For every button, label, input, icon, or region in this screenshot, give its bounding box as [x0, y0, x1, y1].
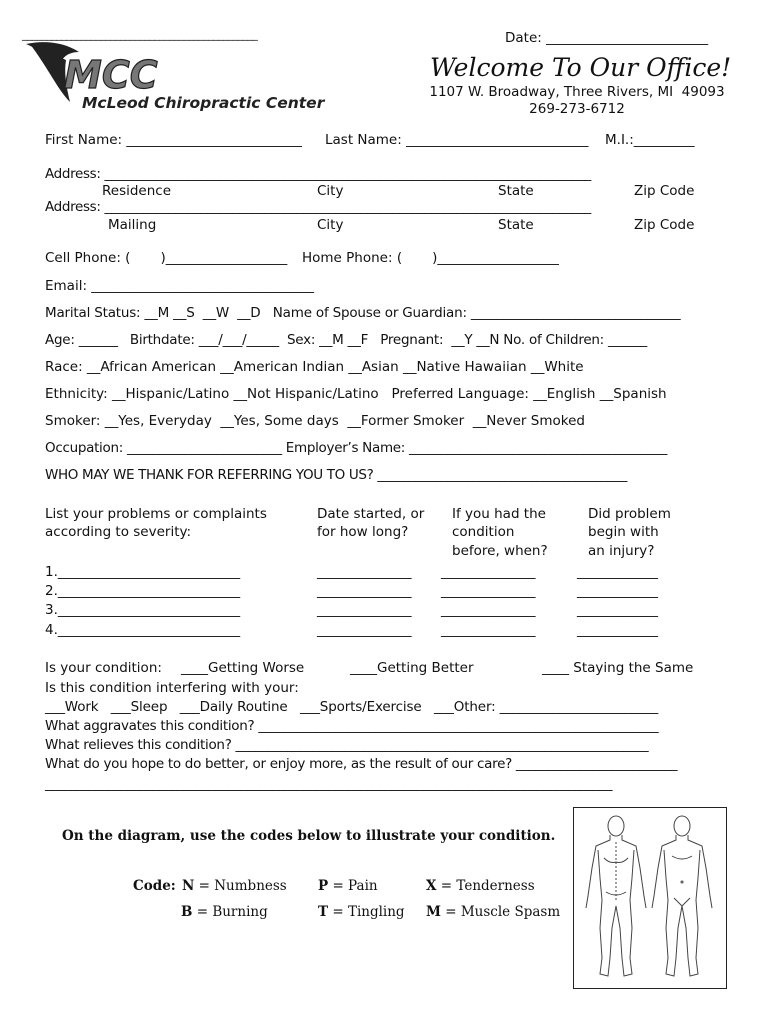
- code-text: = Numbness: [198, 878, 287, 894]
- condition-label: Is your condition:: [45, 660, 162, 676]
- staying-same-option[interactable]: ____ Staying the Same: [542, 660, 694, 676]
- middle-initial-field[interactable]: M.I.:_________: [605, 132, 695, 148]
- problem-row-4-before[interactable]: ______________: [441, 622, 536, 638]
- problem-row-2-date[interactable]: ______________: [317, 583, 412, 599]
- code-burning: [181, 904, 268, 921]
- problem-row-1-injury[interactable]: ____________: [577, 564, 658, 580]
- cell-phone-field[interactable]: Cell Phone: ( )__________________: [45, 250, 288, 266]
- activities-field[interactable]: ___Work ___Sleep ___Daily Routine ___Sports/Exercise ___Other: ________________________: [45, 699, 659, 715]
- occupation-field[interactable]: Occupation: ________________________ Employer’s Name: ________________________________________: [45, 440, 668, 456]
- problem-row-3-label[interactable]: 3.___________________________: [45, 602, 241, 618]
- problem-row-3-injury[interactable]: ____________: [577, 602, 658, 618]
- logo-name: McLeod Chiropractic Center: [82, 94, 325, 112]
- interfering-label: Is this condition interfering with your:: [45, 680, 299, 696]
- office-address: 1107 W. Broadway, Three Rivers, MI 49093: [429, 84, 725, 100]
- problem-row-4-date[interactable]: ______________: [317, 622, 412, 638]
- office-phone: 269-273-6712: [529, 101, 625, 117]
- code-text: = Muscle Spasm: [445, 904, 561, 920]
- code-key: X: [426, 878, 437, 894]
- city-label: City: [317, 217, 344, 233]
- residence-label: Residence: [102, 183, 172, 199]
- code-muscle-spasm: [426, 904, 560, 921]
- injury-header: an injury?: [588, 543, 655, 559]
- aggravates-field[interactable]: What aggravates this condition? ______________________________________________________________: [45, 718, 659, 734]
- problem-row-4-injury[interactable]: ____________: [577, 622, 658, 638]
- code-key: M: [426, 904, 441, 920]
- problem-row-1-label[interactable]: 1.___________________________: [45, 564, 241, 580]
- last-name-field[interactable]: Last Name: ___________________________: [325, 132, 589, 148]
- had-before-header: If you had the: [452, 506, 546, 522]
- home-phone-field[interactable]: Home Phone: ( )__________________: [302, 250, 559, 266]
- header-top-line: ________________________________________________: [22, 28, 258, 41]
- logo-abbr: MCC: [64, 53, 158, 97]
- state-label: State: [498, 183, 534, 199]
- diagram-instruction: On the diagram, use the codes below to illustrate your condition.: [62, 828, 556, 844]
- problem-row-2-before[interactable]: ______________: [441, 583, 536, 599]
- code-text: = Tingling: [332, 904, 405, 920]
- problem-row-2-label[interactable]: 2.___________________________: [45, 583, 241, 599]
- referral-field[interactable]: WHO MAY WE THANK FOR REFERRING YOU TO US? _______________________________________: [45, 467, 627, 483]
- mcc-logo: [24, 38, 334, 116]
- code-text: = Tenderness: [440, 878, 535, 894]
- date-started-header: for how long?: [317, 524, 409, 540]
- getting-better-option[interactable]: ____Getting Better: [350, 660, 474, 676]
- code-text: = Burning: [196, 904, 268, 920]
- code-tenderness: [426, 878, 535, 895]
- code-label: Code:: [133, 878, 176, 894]
- had-before-header: condition: [452, 524, 515, 540]
- problem-row-1-before[interactable]: ______________: [441, 564, 536, 580]
- relieves-field[interactable]: What relieves this condition? ________________________________________________________________: [45, 737, 649, 753]
- date-started-header: Date started, or: [317, 506, 425, 522]
- city-label: City: [317, 183, 344, 199]
- problems-header: List your problems or complaints: [45, 506, 267, 522]
- had-before-header: before, when?: [452, 543, 548, 559]
- hope-field[interactable]: What do you hope to do better, or enjoy more, as the result of our care? _________________________: [45, 756, 678, 772]
- injury-header: Did problem: [588, 506, 671, 522]
- code-key: P: [318, 878, 329, 894]
- injury-header: begin with: [588, 524, 659, 540]
- problem-row-3-date[interactable]: ______________: [317, 602, 412, 618]
- zip-label: Zip Code: [634, 183, 695, 199]
- zip-label: Zip Code: [634, 217, 695, 233]
- code-text: = Pain: [332, 878, 378, 894]
- body-outline-icon: [574, 808, 726, 988]
- marital-status-field[interactable]: Marital Status: __M __S __W __D Name of Spouse or Guardian: ________________________________: [45, 305, 681, 321]
- code-key: N: [182, 878, 195, 894]
- mailing-address-field[interactable]: Address: ____________________________________________________________________________: [45, 199, 591, 215]
- code-pain: [318, 878, 378, 895]
- smoker-field[interactable]: Smoker: __Yes, Everyday __Yes, Some days __Former Smoker __Never Smoked: [45, 413, 585, 429]
- mailing-label: Mailing: [108, 217, 157, 233]
- race-field[interactable]: Race: __African American __American Indian __Asian __Native Hawaiian __White: [45, 359, 584, 375]
- problems-header: according to severity:: [45, 524, 192, 540]
- code-numbness: [182, 878, 287, 895]
- problem-row-4-label[interactable]: 4.___________________________: [45, 622, 241, 638]
- age-birthdate-field[interactable]: Age: ______ Birthdate: ___/___/_____ Sex: __M __F Pregnant: __Y __N No. of Children: ______: [45, 332, 648, 348]
- hope-continuation-line[interactable]: __________________________________________________________________________________________: [45, 776, 613, 792]
- code-tingling: [318, 904, 405, 921]
- code-key: T: [318, 904, 329, 920]
- email-field[interactable]: Email: _________________________________: [45, 278, 315, 294]
- problem-row-1-date[interactable]: ______________: [317, 564, 412, 580]
- welcome-heading: Welcome To Our Office!: [430, 53, 732, 82]
- body-diagram[interactable]: [573, 807, 727, 989]
- problem-row-3-before[interactable]: ______________: [441, 602, 536, 618]
- code-key: B: [181, 904, 193, 920]
- problem-row-2-injury[interactable]: ____________: [577, 583, 658, 599]
- state-label: State: [498, 217, 534, 233]
- date-field[interactable]: Date: ________________________: [505, 30, 709, 46]
- ethnicity-field[interactable]: Ethnicity: __Hispanic/Latino __Not Hispanic/Latino Preferred Language: __English __Spanish: [45, 386, 667, 402]
- getting-worse-option[interactable]: ____Getting Worse: [181, 660, 305, 676]
- residence-address-field[interactable]: Address: ____________________________________________________________________________: [45, 166, 591, 182]
- first-name-field[interactable]: First Name: __________________________: [45, 132, 302, 148]
